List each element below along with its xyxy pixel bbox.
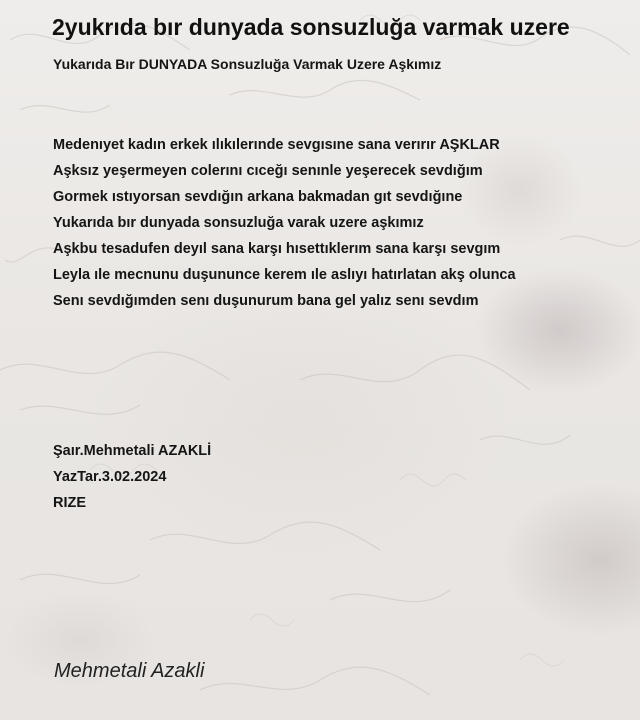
poem-line: Senı sevdığımden senı duşunurum bana gel yalız senı sevdım [53,293,479,309]
signature-block [53,438,211,516]
poem-subtitle: Yukarıda Bır DUNYADA Sonsuzluğa Varmak Uzere Aşkımız [53,56,442,72]
poet-name: Şaır.Mehmetali AZAKLİ [53,443,212,459]
poem-line: Aşkbu tesadufen deyıl sana karşı hısettıklerım sana karşı sevgım [53,241,501,257]
place: RIZE [53,495,87,511]
poem-body [53,132,516,314]
poem-title: 2yukrıda bır dunyada sonsuzluğa varmak uzere [52,14,570,40]
poem-line: Leyla ıle mecnunu duşununce kerem ıle aslıyı hatırlatan akş olunca [53,267,516,283]
author-signature: Mehmetali Azakli [54,660,205,682]
poem-line: Aşksız yeşermeyen colerını cıceğı senınle yeşerecek sevdığım [53,163,483,179]
poem-line: Gormek ıstıyorsan sevdığın arkana bakmadan gıt sevdığıne [53,189,463,205]
written-date: YazTar.3.02.2024 [53,469,167,485]
poem-line: Yukarıda bır dunyada sonsuzluğa varak uzere aşkımız [53,215,424,231]
poem-line: Medenıyet kadın erkek ılıkılerınde sevgısıne sana verırır AŞKLAR [53,137,500,153]
